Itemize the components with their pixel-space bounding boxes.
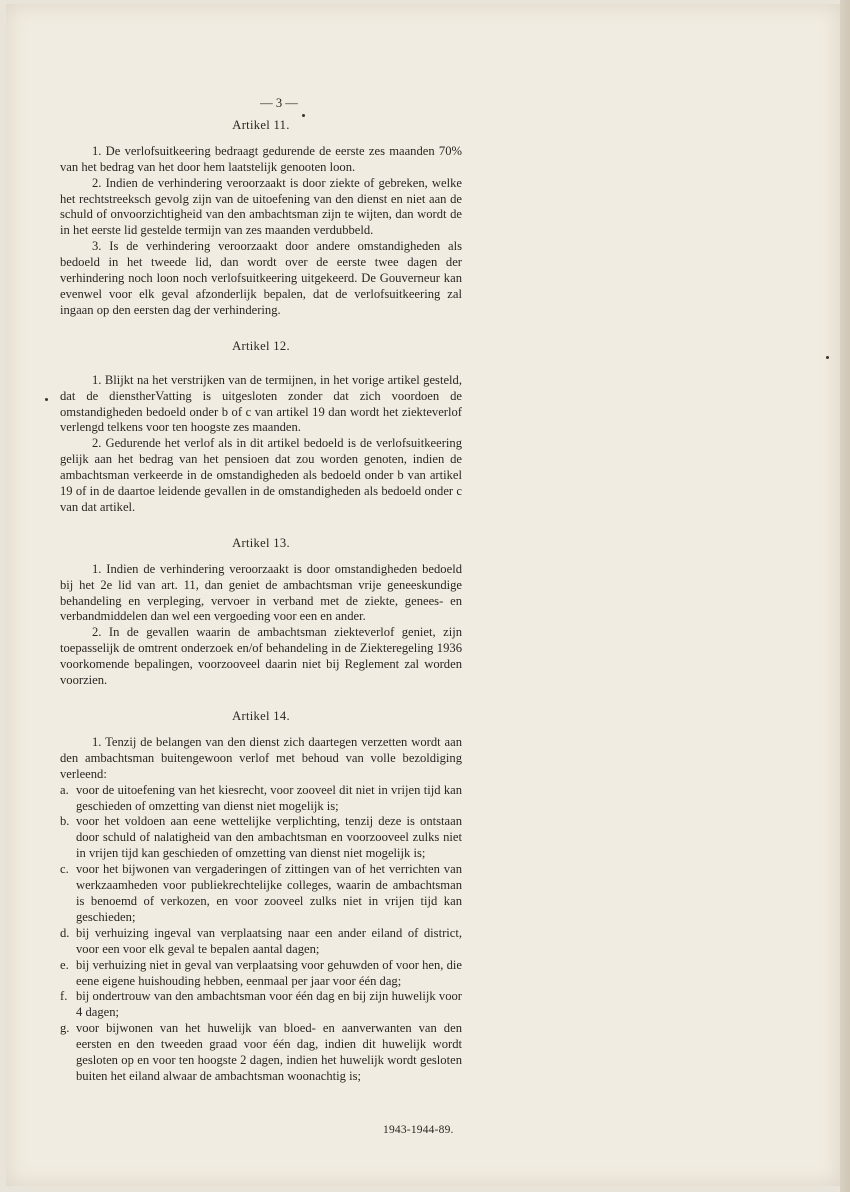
speck [45,398,48,401]
list-text: voor het voldoen aan eene wettelijke verplichting, tenzij deze is ontstaan door schuld of nalatigheid van den ambachtsman en voorzooveel zulks niet in vrijen tijd kan geschieden of omzetting van dienst niet mogelijk is; [76,814,462,861]
list-text: voor de uitoefening van het kiesrecht, voor zooveel dit niet in vrijen tijd kan geschieden of omzetting van dienst niet mogelijk is; [76,782,462,813]
list-text: voor bijwonen van het huwelijk van bloed- en aanverwanten van den eersten en den tweeden graad voor één dag, indien dit huwelijk wordt gesloten op en voor ten hoogste 2 dagen, indien het huwelijk wordt gesloten buiten het eiland alwaar de ambachtsman woonachtig is; [76,1021,462,1083]
list-item [60,989,462,1021]
list-item [60,783,462,815]
list-label: f. [60,989,68,1004]
list-text: bij ondertrouw van den ambachtsman voor één dag en bij zijn huwelijk voor 4 dagen; [76,989,462,1020]
list-label: a. [60,782,69,797]
paragraph: 2. Gedurende het verlof als in dit artikel bedoeld is de verlofsuitkeering gelijk aan het bedrag van het pensioen dat zou worden genoten, indien de ambachtsman verkeerde in de omstandigheden als bedoeld onder b van artikel 19 of in de daartoe leidende gevallen in de omstandigheden als bedoeld onder c van dat artikel. [60,436,462,514]
list-item [60,926,462,958]
list-text: bij verhuizing niet in geval van verplaatsing voor gehuwden of voor hen, die eene eigene huishouding hebben, eenmaal per jaar voor één dag; [76,957,462,988]
list-label: e. [60,957,69,972]
page-number: — 3 — [260,96,298,110]
list-item [60,814,462,862]
paragraph: 1. Indien de verhindering veroorzaakt is door omstandigheden bedoeld bij het 2e lid van art. 11, dan geniet de ambachtsman vrije geneeskundige behandeling en verpleging, vervoer in verband met de ziekte, genees- en verbandmiddelen dan wel een vergoeding voor een en ander. [60,561,462,624]
list-item [60,1021,462,1085]
paragraph: 3. Is de verhindering veroorzaakt door andere omstandigheden als bedoeld in het tweede lid, dan wordt over de eerste twee dagen der verhindering noch loon noch verlofsuitkeering uitgekeerd. De Gouverneur kan evenwel voor elk geval afzonderlijk bepalen, dat de verlofsuitkeering zal ingaan op den eersten dag der verhindering. [60,239,462,317]
speck [302,114,305,117]
page-edge [840,0,850,1192]
paragraph: 2. Indien de verhindering veroorzaakt is door ziekte of gebreken, welke het rechtstreeksch gevolg zijn van de uitoefening van den dienst en niet aan de schuld of onvoorzichtigheid van den ambachtsman zijn te wijten, dan wordt de in het eerste lid gestelde termijn van zes maanden verdubbeld. [60,175,462,238]
speck [826,356,829,359]
list-label: g. [60,1021,70,1036]
paragraph: 2. In de gevallen waarin de ambachtsman ziekteverlof geniet, zijn toepasselijk de omtrent onderzoek en/of behandeling in de Ziekteregeling 1936 voorkomende bepalingen, voorzooveel daarin niet bij Reglement zal worden voorzien. [60,625,462,688]
article-heading: Artikel 14. [232,709,290,723]
list-text: bij verhuizing ingeval van verplaatsing naar een ander eiland of district, voor een voor elk geval te bepalen aantal dagen; [76,925,462,956]
paragraph: 1. De verlofsuitkeering bedraagt gedurende de eerste zes maanden 70% van het bedrag van het door hem laatstelijk genooten loon. [60,143,462,174]
list-item [60,862,462,926]
list-text: voor het bijwonen van vergaderingen of zittingen van of het verrichten van werkzaamheden voor publiekrechtelijke colleges, waarin de ambachtsman is benoemd of verkozen, en voor zooveel zulks niet in vrijen tijd kan geschieden; [76,862,462,924]
paragraph: 1. Tenzij de belangen van den dienst zich daartegen verzetten wordt aan den ambachtsman buitengewoon verlof met behoud van volle bezoldiging verleend: [60,734,462,781]
list-label: d. [60,925,70,940]
list-label: b. [60,814,70,829]
paragraph: 1. Blijkt na het verstrijken van de termijnen, in het vorige artikel gesteld, dat de dienstherVatting is uitgesloten zonder dat zich voordoen de omstandigheden bedoeld onder b of c van artikel 19 dan wordt het ziekteverlof verlengd telkens voor ten hoogste zes maanden. [60,372,462,435]
text-column [60,96,462,1085]
list-label: c. [60,862,69,877]
list-item [60,958,462,990]
article-heading: Artikel 13. [232,535,290,550]
footer-code: 1943-1944-89. [383,1124,454,1136]
article-heading: Artikel 12. [232,338,290,353]
article-heading: Artikel 11. [232,117,290,132]
